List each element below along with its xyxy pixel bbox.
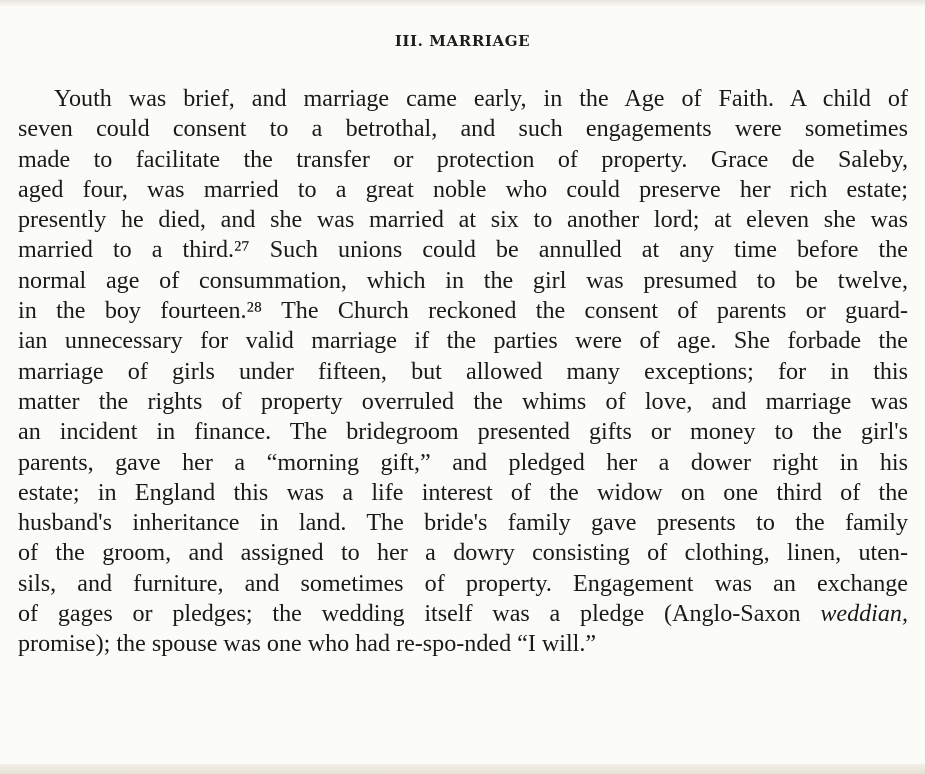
text-line: Youth was brief, and marriage came early, in the Age of Faith. A child of	[54, 86, 908, 112]
text-line: an incident in finance. The bridegroom presented gifts or money to the girl's	[18, 419, 908, 446]
text-line: married to a third.²⁷ Such unions could be annulled at any time before the	[18, 237, 908, 264]
text-line: presently he died, and she was married at six to another lord; at eleven she was	[18, 207, 908, 234]
text-line: made to facilitate the transfer or protection of property. Grace de Saleby,	[18, 146, 908, 173]
text-line: estate; in England this was a life interest of the widow on one third of the	[18, 479, 908, 506]
italic-word: weddian,	[820, 601, 908, 628]
top-page-edge	[0, 0, 925, 6]
text-line: husband's inheritance in land. The bride's family gave presents to the family	[18, 510, 908, 537]
text-line: sils, and furniture, and sometimes of property. Engagement was an exchange	[18, 570, 908, 597]
text-line: parents, gave her a “morning gift,” and pledged her a dower right in his	[18, 449, 908, 476]
text-line-with-italic	[18, 599, 908, 629]
text-line: matter the rights of property overruled the whims of love, and marriage was	[18, 388, 908, 415]
text-line: ian unnecessary for valid marriage if the parties were of age. She forbade the	[18, 328, 908, 355]
bottom-page-edge	[0, 764, 925, 774]
text-line: promise); the spouse was one who had re-spo-nded “I will.”	[18, 631, 597, 658]
text-line: of the groom, and assigned to her a dowry consisting of clothing, linen, uten-	[18, 540, 908, 567]
text-line: marriage of girls under fifteen, but allowed many exceptions; for in this	[18, 358, 908, 385]
text-line-segment: of gages or pledges; the wedding itself was a pledge (Anglo-Saxon	[18, 601, 821, 628]
section-heading: III. MARRIAGE	[394, 32, 531, 50]
text-line: aged four, was married to a great noble who could preserve her rich estate;	[18, 176, 908, 203]
body-paragraph	[18, 84, 908, 660]
text-line: in the boy fourteen.²⁸ The Church reckoned the consent of parents or guard-	[18, 298, 908, 325]
text-line: seven could consent to a betrothal, and such engagements were sometimes	[18, 116, 908, 143]
text-line: normal age of consummation, which in the girl was presumed to be twelve,	[18, 267, 908, 294]
